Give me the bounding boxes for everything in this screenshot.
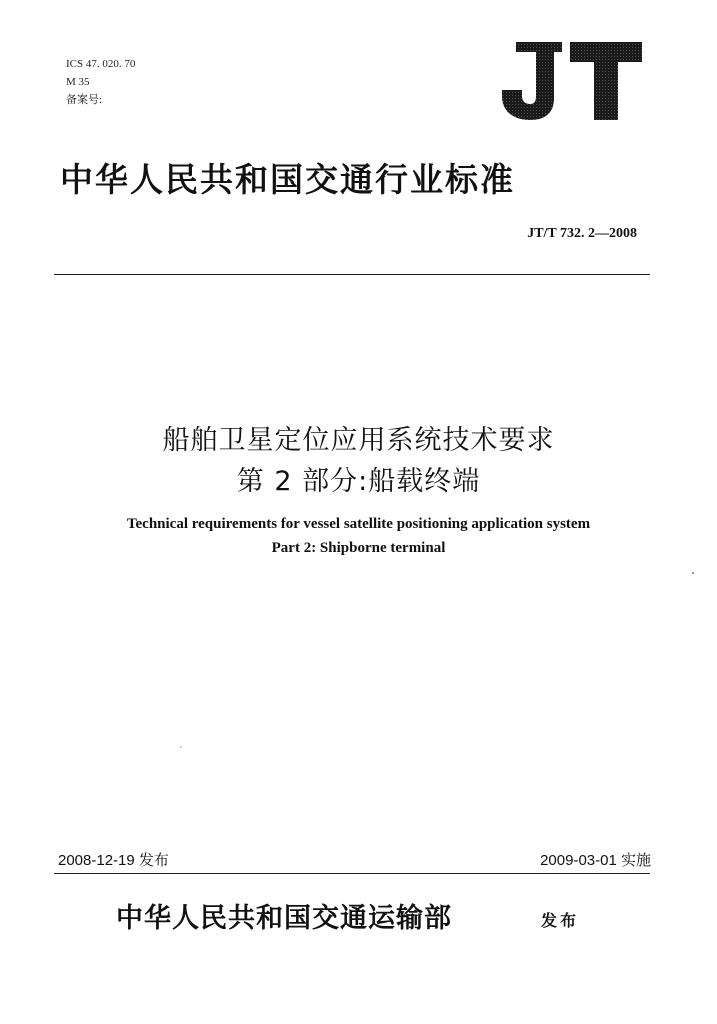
effective-date: 2009-03-01 实施 bbox=[540, 852, 651, 869]
english-title-line-2: Part 2: Shipborne terminal bbox=[271, 540, 446, 556]
scan-speck bbox=[692, 572, 694, 574]
standard-number: JT/T 732. 2—2008 bbox=[527, 226, 637, 241]
chinese-title-line-2: 第 2 部分:船载终端 bbox=[236, 466, 481, 497]
chinese-title-line-1: 船舶卫星定位应用系统技术要求 bbox=[162, 425, 555, 456]
filing-number-label: 备案号: bbox=[66, 94, 103, 106]
footer-divider bbox=[54, 873, 650, 874]
scan-speck bbox=[180, 746, 182, 748]
issue-date: 2008-12-19 发布 bbox=[58, 852, 169, 869]
english-title-line-1: Technical requirements for vessel satellite positioning application system bbox=[126, 516, 591, 532]
issuing-authority: 中华人民共和国交通运输部 bbox=[116, 903, 452, 934]
ics-code: ICS 47. 020. 70 bbox=[66, 58, 136, 70]
classification-block bbox=[66, 55, 135, 109]
jt-logo bbox=[496, 40, 644, 122]
issue-label: 发布 bbox=[541, 911, 580, 930]
standard-category-title: 中华人民共和国交通行业标准 bbox=[60, 160, 515, 199]
header-divider bbox=[54, 274, 650, 275]
class-code: M 35 bbox=[66, 76, 90, 88]
